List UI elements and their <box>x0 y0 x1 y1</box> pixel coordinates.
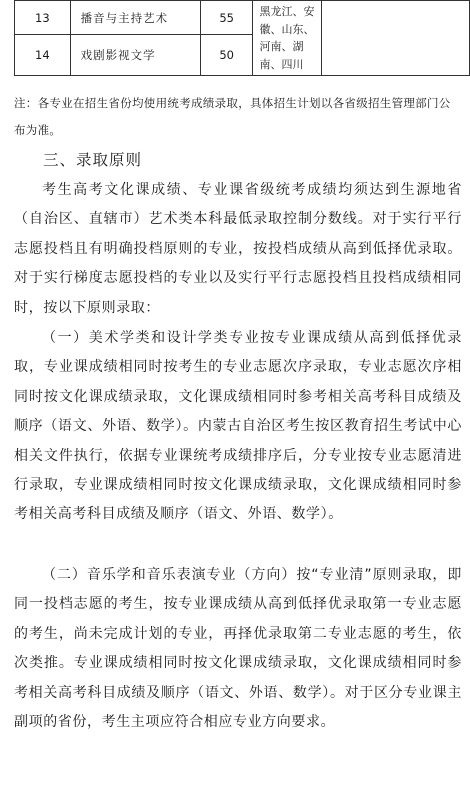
paragraph-general-rule: 考生高考文化课成绩、专业课省级统考成绩均须达到生源地省（自治区、直辖市）艺术类本科最低录取控制分数线。对于实行平行志愿投档且有明确投档原则的专业，按投档成绩从高到低择优录取。对于实行梯度志愿投档的专业以及实行平行志愿投档且投档成绩相同时，按以下原则录取： <box>14 182 462 316</box>
paragraph-music-rule: （二）音乐学和音乐表演专业（方向）按“专业清”原则录取，即同一投档志愿的考生，按专业课成绩从高到低择优录取第一专业志愿的考生，尚未完成计划的专业，再择优录取第二专业志愿的考生，依次类推。专业课成绩相同时按文化课成绩录取，文化课成绩相同时参考相关高考科目成绩及顺序（语文、外语、数学）。对于区分专业课主副项的省份，考生主项应符合相应专业方向要求。 <box>14 567 462 731</box>
table-note: 注：各专业在招生省份均使用统考成绩录取，具体招生计划以各省级招生管理部门公布为准。 <box>14 96 451 137</box>
plan-count: 55 <box>200 1 253 35</box>
empty-cell <box>322 1 470 76</box>
row-number: 14 <box>15 35 71 76</box>
major-name: 戏剧影视文学 <box>70 35 200 76</box>
section-heading: 三、录取原则 <box>43 151 143 169</box>
enrollment-table <box>14 0 470 76</box>
provinces-cell: 黑龙江、安徽、山东、河南、湖南、四川 <box>253 1 322 76</box>
paragraph-art-design-rule: （一）美术学类和设计学类专业按专业课成绩从高到低择优录取，专业课成绩相同时按考生的专业志愿次序录取，专业志愿次序相同时按文化课成绩录取，文化课成绩相同时参考相关高考科目成绩及顺序（语文、外语、数学）。内蒙古自治区考生按区教育招生考试中心相关文件执行，依据专业课统考成绩排序后，分专业按专业志愿清进行录取，专业课成绩相同时按文化课成绩录取，文化课成绩相同时参考相关高考科目成绩及顺序（语文、外语、数学）。 <box>14 330 462 523</box>
major-name: 播音与主持艺术 <box>70 1 200 35</box>
row-number: 13 <box>15 1 71 35</box>
plan-count: 50 <box>200 35 253 76</box>
table-row <box>15 1 470 35</box>
